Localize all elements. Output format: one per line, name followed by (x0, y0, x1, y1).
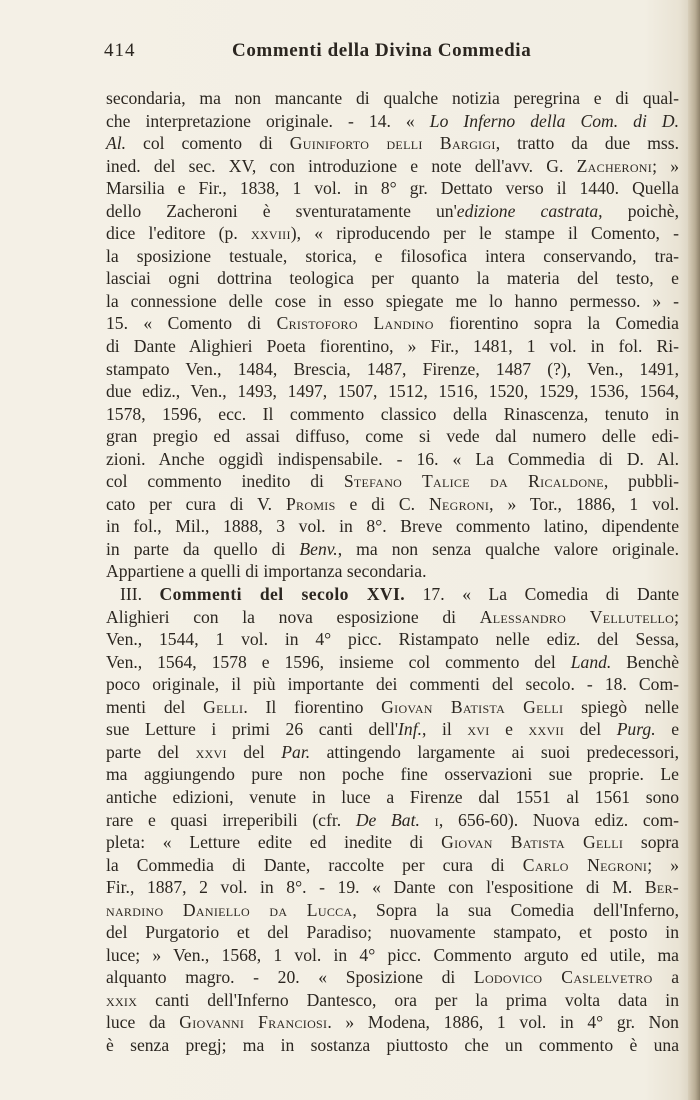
name-small-caps: Guiniforto delli Bargigi (289, 133, 496, 154)
text-run: e (655, 719, 680, 740)
text-run: ; » (652, 155, 679, 176)
text-line (106, 809, 679, 832)
text-line (106, 921, 679, 944)
name-small-caps: Negroni (428, 493, 490, 514)
text-run: attingendo largamente ai suoi predecessori, (310, 741, 679, 762)
text-run: dice l'editore (p. (106, 223, 251, 244)
text-line (106, 155, 679, 178)
text-run: alquanto magro. - 20. « Sposizione di (106, 967, 474, 988)
text-line (106, 899, 679, 922)
text-run: , ma non senza qualche valore originale. (337, 538, 679, 559)
text-run: Fir., 1887, 2 vol. in 8°. - 19. « Dante con l'espositione di M. (106, 877, 645, 898)
name-small-caps: Giovan Batista Gelli (441, 832, 624, 853)
text-run: luce; » Ven., 1568, 1 vol. in 4° picc. Commento arguto ed utile, ma (106, 944, 679, 965)
text-run: Marsilia e Fir., 1838, 1 vol. in 8° gr. Dettato verso il 1440. Quella (106, 178, 679, 199)
text-line (106, 673, 679, 696)
text-run: Ven., 1544, 1 vol. in 4° picc. Ristampato nelle ediz. del Sessa, (106, 629, 679, 650)
text-line (106, 718, 679, 741)
text-run: del (564, 719, 617, 740)
text-line (106, 944, 679, 967)
name-small-caps: Lodovico Caslelvetro (473, 967, 653, 988)
text-run: cato per cura di V. (106, 493, 286, 514)
text-line (106, 312, 679, 335)
name-small-caps: xxviii (250, 223, 291, 244)
name-small-caps: xxix (106, 989, 138, 1010)
text-line (106, 87, 679, 110)
text-run: ined. del sec. XV, con introduzione e note dell'avv. G. (106, 155, 577, 176)
text-run: pleta: « Letture edite ed inedite di (106, 832, 442, 853)
text-line (106, 854, 679, 877)
text-run: 1578, 1596, ecc. Il commento classico della Rinascenza, tenuto in (106, 403, 679, 424)
text-run: 17. « La Comedia di Dante (405, 584, 680, 605)
text-line (106, 403, 679, 426)
name-small-caps: Gelli (203, 696, 244, 717)
name-small-caps: nardino Daniello da Lucca (106, 899, 353, 920)
text-line (106, 628, 679, 651)
text-line (106, 538, 679, 561)
book-spine-shadow (688, 0, 700, 1100)
text-line (106, 200, 679, 223)
text-run: e di C. (335, 493, 429, 514)
text-run: in fol., Mil., 1888, 3 vol. in 8°. Breve commento latino, dipendente (106, 516, 679, 537)
text-line (106, 651, 679, 674)
section-heading: Commenti del secolo XVI. (159, 584, 406, 605)
italic-text: Inf. (398, 719, 422, 740)
text-run: la Commedia di Dante, raccolte per cura di (106, 854, 523, 875)
text-run: sue Letture i primi 26 canti dell' (106, 719, 399, 740)
text-run: in parte da quello di (106, 538, 300, 559)
text-run: , 656-60). Nuova ediz. com- (438, 809, 679, 830)
text-run: che interpretazione originale. - 14. « (106, 110, 430, 131)
text-run: secondaria, ma non mancante di qualche notizia peregrina e di qual- (106, 88, 679, 108)
text-line (106, 515, 679, 538)
text-run: 15. « Comento di (106, 313, 277, 334)
text-run: di Dante Alighieri Poeta fiorentino, » Fir., 1481, 1 vol. in fol. Ri- (106, 336, 679, 357)
name-small-caps: i (434, 809, 439, 830)
page-header (104, 40, 680, 66)
name-small-caps: Cristoforo Landino (276, 313, 434, 334)
text-run: lasciai ogni dottrina teologica per quanto la materia del testo, e (106, 268, 679, 289)
text-run: fiorentino sopra la Comedia (433, 313, 679, 334)
text-line (106, 876, 679, 899)
page-number: 414 (104, 40, 136, 61)
text-run: del (226, 741, 282, 762)
name-small-caps: Alessandro Vellutello (479, 606, 675, 627)
text-run: spiegò nelle (563, 696, 679, 717)
text-run: due ediz., Ven., 1493, 1497, 1507, 1512, 1516, 1520, 1529, 1536, 1564, (106, 381, 679, 402)
name-small-caps: Stefano Talice da Ricaldone (343, 471, 604, 492)
text-run: luce da (106, 1012, 180, 1033)
text-line (106, 245, 679, 268)
text-run: . Il fiorentino (243, 696, 382, 717)
name-small-caps: xvi (467, 719, 490, 740)
body-text (106, 87, 679, 1057)
text-line (106, 763, 679, 786)
text-line (106, 560, 679, 583)
text-line (106, 606, 679, 629)
text-run: zioni. Anche oggidì indispensabile. - 16. « La Commedia di D. Al. (106, 448, 679, 469)
text-run: ma aggiungendo pure non poche fine osservazioni sue proprie. Le (106, 764, 679, 785)
text-line (106, 335, 679, 358)
text-line (106, 425, 679, 448)
text-run: Ven., 1564, 1578 e 1596, insieme col commento del (106, 651, 571, 672)
text-run: rare e quasi irreperibili (cfr. (106, 809, 356, 830)
text-line (106, 358, 679, 381)
text-run: , Sopra la sua Comedia dell'Inferno, (352, 899, 679, 920)
text-line (106, 966, 679, 989)
text-run: ; (674, 606, 679, 627)
text-run: sopra (623, 832, 679, 853)
italic-text: Al. (106, 133, 127, 154)
italic-text: Land. (570, 651, 612, 672)
name-small-caps: Giovan Batista Gelli (381, 696, 564, 717)
text-run: Appartiene a quelli di importanza secondaria. (106, 561, 427, 582)
text-run: . » Modena, 1886, 1 vol. in 4° gr. Non (327, 1012, 679, 1033)
name-small-caps: xxvii (528, 719, 565, 740)
text-line (106, 1011, 679, 1034)
text-run: , » Tor., 1886, 1 vol. (489, 493, 679, 514)
name-small-caps: Ber- (644, 877, 679, 898)
italic-text: De Bat. (355, 809, 420, 830)
text-line (106, 786, 679, 809)
name-small-caps: Giovanni Franciosi (179, 1012, 328, 1033)
italic-text: Purg. (616, 719, 656, 740)
text-run: a (652, 967, 680, 988)
text-line (106, 290, 679, 313)
text-line (106, 110, 679, 133)
italic-text: Par. (281, 741, 311, 762)
text-run: antiche edizioni, venute in luce a Firenze dal 1551 al 1561 sono (106, 786, 679, 807)
text-run: e (489, 719, 529, 740)
text-run: menti del (106, 696, 204, 717)
text-run: la connessione delle cose in esso spiegate me lo hanno permesso. » - (106, 290, 679, 311)
text-run: parte del (106, 741, 196, 762)
text-run: ; » (647, 854, 680, 875)
text-run: col comento di (126, 133, 290, 154)
text-line (106, 132, 679, 155)
italic-text: edizione castrata, (456, 200, 603, 221)
text-run: poichè, (602, 200, 679, 221)
text-run: Alighieri con la nova esposizione di (106, 606, 480, 627)
text-line (106, 831, 679, 854)
text-run: dello Zacheroni è sventuratamente un' (106, 200, 457, 221)
text-line (106, 989, 679, 1012)
text-run: la sposizione testuale, storica, e filosofica intera conservando, tra- (106, 245, 679, 266)
name-small-caps: xxvi (195, 741, 227, 762)
text-line (106, 380, 679, 403)
text-line (106, 741, 679, 764)
text-line (106, 222, 679, 245)
text-run: Benchè (611, 651, 680, 672)
text-run: ), « riproducendo per le stampe il Comento, - (290, 223, 679, 244)
name-small-caps: Zacheroni (576, 155, 653, 176)
text-run: è senza pregj; ma in sostanza piuttosto che un commento è una (106, 1034, 679, 1055)
text-line (106, 267, 679, 290)
text-run: del Purgatorio et del Paradiso; nuovamente stampato, et posto in (106, 922, 679, 943)
text-run (420, 810, 435, 830)
text-line (106, 583, 679, 606)
text-run: gran pregio ed assai diffuso, come si vede dal numero delle edi- (106, 426, 679, 447)
italic-text: Benv. (299, 538, 338, 559)
text-run: III. (120, 584, 160, 605)
text-run: col commento inedito di (106, 471, 344, 492)
text-line (106, 696, 679, 719)
text-line (106, 470, 679, 493)
text-run: , pubbli- (603, 471, 680, 492)
text-line (106, 493, 679, 516)
text-run: poco originale, il più importante dei commenti del secolo. - 18. Com- (106, 674, 679, 695)
text-line (106, 1034, 679, 1057)
running-title: Commenti della Divina Commedia (232, 40, 532, 61)
text-run: canti dell'Inferno Dantesco, ora per la prima volta data in (137, 989, 679, 1010)
italic-text: Lo Inferno della Com. di D. (429, 110, 679, 131)
name-small-caps: Carlo Negroni (522, 854, 648, 875)
text-line (106, 448, 679, 471)
text-run: , tratto da due mss. (495, 133, 679, 154)
text-run: , il (422, 719, 468, 740)
text-run: stampato Ven., 1484, Brescia, 1487, Firenze, 1487 (?), Ven., 1491, (106, 358, 679, 379)
text-line (106, 177, 679, 200)
name-small-caps: Promis (285, 493, 336, 514)
